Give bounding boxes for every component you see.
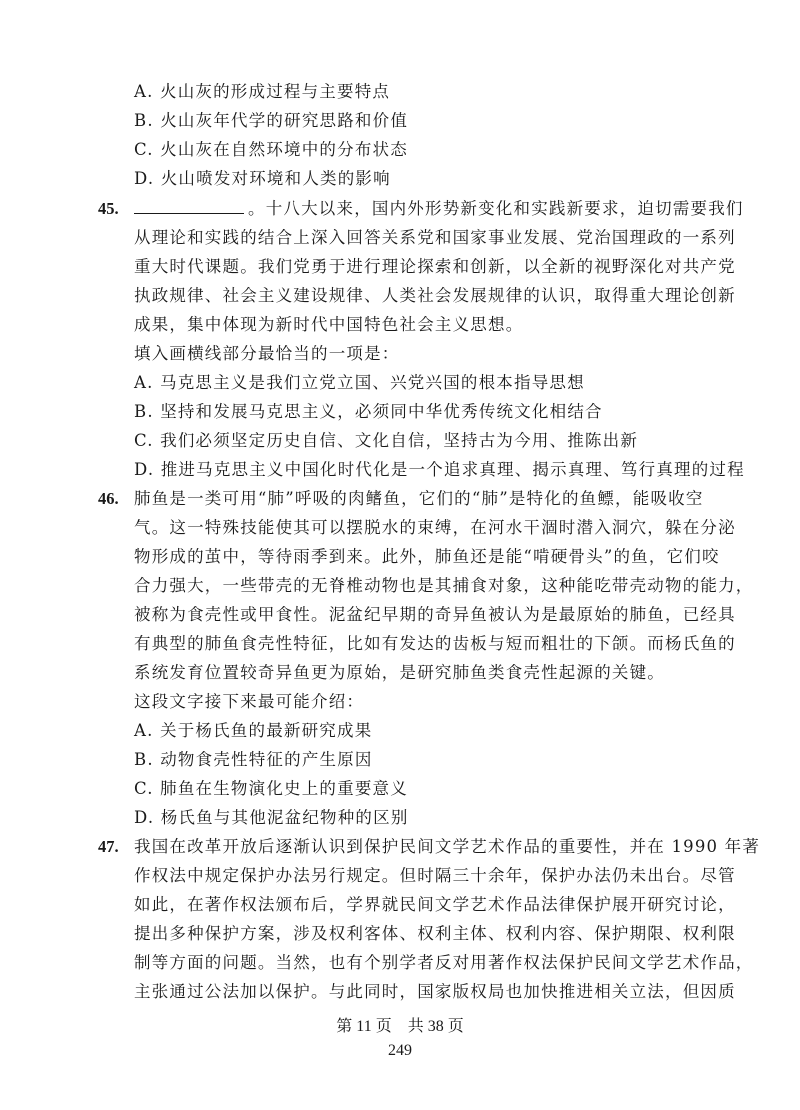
q45-line-1: 。十八大以来，国内外形势新变化和实践新要求，迫切需要我们 xyxy=(134,197,744,221)
q46-prompt: 这段文字接下来最可能介绍： xyxy=(134,692,365,711)
q47-line-2: 作权法中规定保护办法另行规定。但时隔三十余年，保护办法仍未出台。尽管 xyxy=(134,866,736,885)
q45-option-c: C. 我们必须坚定历史自信、文化自信，坚持古为今用、推陈出新 xyxy=(134,431,639,450)
q45-line-3: 重大时代课题。我们党勇于进行理论探索和创新，以全新的视野深化对共产党 xyxy=(134,257,736,276)
q46-option-c: C. 肺鱼在生物演化史上的重要意义 xyxy=(134,779,408,798)
answer-blank xyxy=(134,197,244,214)
q45-prompt: 填入画横线部分最恰当的一项是： xyxy=(134,344,400,363)
q46-option-d: D. 杨氏鱼与其他泥盆纪物种的区别 xyxy=(134,808,409,827)
q46-line-6: 有典型的肺鱼食壳性特征，比如有发达的齿板与短而粗壮的下颌。而杨氏鱼的 xyxy=(134,634,736,653)
q45-line-5: 成果，集中体现为新时代中国特色社会主义思想。 xyxy=(134,315,524,334)
page-counter: 第 11 页 共 38 页 xyxy=(336,1018,464,1035)
q47-line-3: 如此，在著作权法颁布后，学界就民间文学艺术作品法律保护展开研究讨论， xyxy=(134,895,736,914)
q45-option-d: D. 推进马克思主义中国化时代化是一个追求真理、揭示真理、笃行真理的过程 xyxy=(134,460,745,479)
q46-line-5: 被称为食壳性或甲食性。泥盆纪早期的奇异鱼被认为是最原始的肺鱼，已经具 xyxy=(134,605,736,624)
q45-option-a: A. 马克思主义是我们立党立国、兴党兴国的根本指导思想 xyxy=(134,373,585,392)
q46-option-a: A. 关于杨氏鱼的最新研究成果 xyxy=(134,721,373,740)
q46-line-2: 气。这一特殊技能使其可以摆脱水的束缚，在河水干涸时潜入洞穴，躲在分泌 xyxy=(134,518,736,537)
q46-line-7: 系统发育位置较奇异鱼更为原始，是研究肺鱼类食壳性起源的关键。 xyxy=(134,663,665,682)
q46-line-3: 物形成的茧中，等待雨季到来。此外，肺鱼还是能“啃硬骨头”的鱼，它们咬 xyxy=(134,547,720,566)
q46-line-1: 肺鱼是一类可用“肺”呼吸的肉鳍鱼，它们的“肺”是特化的鱼鳔，能吸收空 xyxy=(134,489,704,508)
q45-line-4: 执政规律、社会主义建设规律、人类社会发展规律的认识，取得重大理论创新 xyxy=(134,286,736,305)
q44-option-a: A. 火山灰的形成过程与主要特点 xyxy=(134,82,391,101)
q45-number: 45. xyxy=(98,199,119,218)
page-number: 249 xyxy=(388,1042,412,1059)
q46-line-4: 合力强大，一些带壳的无脊椎动物也是其捕食对象，这种能吃带壳动物的能力， xyxy=(134,576,754,595)
q44-option-c: C. 火山灰在自然环境中的分布状态 xyxy=(134,140,408,159)
q45-option-b: B. 坚持和发展马克思主义，必须同中华优秀传统文化相结合 xyxy=(134,402,603,421)
q45-line-2: 从理论和实践的结合上深入回答关系党和国家事业发展、党治国理政的一系列 xyxy=(134,228,736,247)
q46-number: 46. xyxy=(98,489,119,508)
q44-option-d: D. 火山喷发对环境和人类的影响 xyxy=(134,169,391,188)
q47-line-1: 我国在改革开放后逐渐认识到保护民间文学艺术作品的重要性，并在 1990 年著 xyxy=(134,837,761,856)
q46-option-b: B. 动物食壳性特征的产生原因 xyxy=(134,750,373,769)
q47-line-4: 提出多种保护方案，涉及权利客体、权利主体、权利内容、保护期限、权利限 xyxy=(134,924,736,943)
q44-option-b: B. 火山灰年代学的研究思路和价值 xyxy=(134,111,409,130)
q47-line-5: 制等方面的问题。当然，也有个别学者反对用著作权法保护民间文学艺术作品， xyxy=(134,953,754,972)
q47-line-6: 主张通过公法加以保护。与此同时，国家版权局也加快推进相关立法，但因质 xyxy=(134,982,736,1001)
q47-number: 47. xyxy=(98,837,119,856)
